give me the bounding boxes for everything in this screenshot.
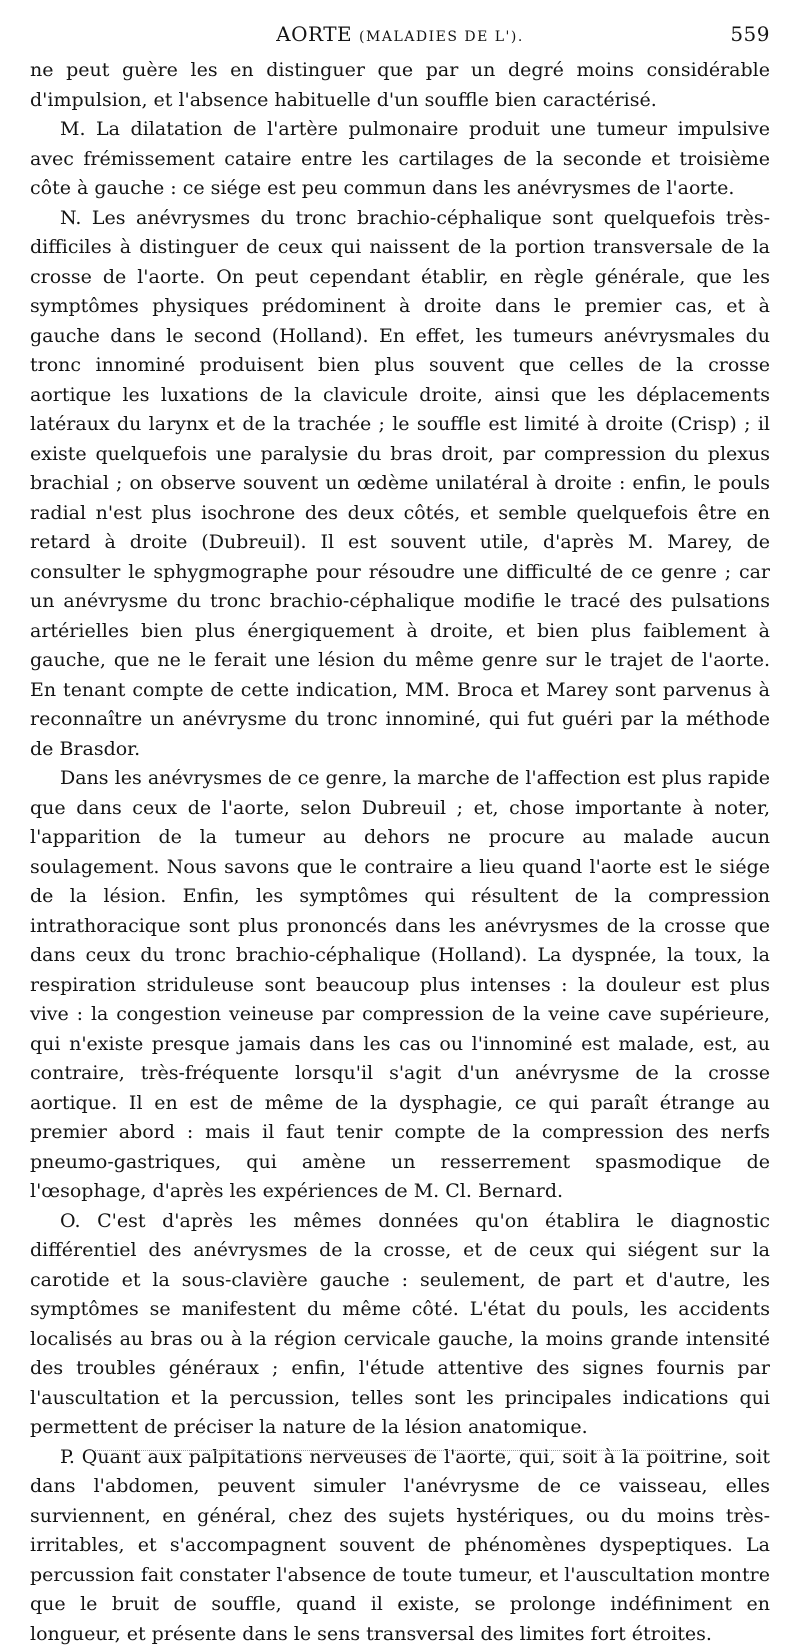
footer-dotted-rule bbox=[90, 1450, 690, 1451]
paragraph-n: N. Les anévrysmes du tronc brachio-céphalique sont quelquefois très-difficiles à distinguer de ceux qui naissent de la portion transversale de la crosse de l'aorte. On peut cependant établir, en règle générale, que les symptômes physiques prédominent à droite dans le premier cas, et à gauche dans le second (Holland). En effet, les tumeurs anévrysmales du tronc innominé produisent bien plus souvent que celles de la crosse aortique les luxations de la clavicule droite, ainsi que les déplacements latéraux du larynx et de la trachée ; le souffle est limité à droite (Crisp) ; il existe quelquefois une paralysie du bras droit, par compression du plexus brachial ; on observe souvent un œdème unilatéral à droite : enfin, le pouls radial n'est plus isochrone des deux côtés, et semble quelquefois être en retard à droite (Dubreuil). Il est souvent utile, d'après M. Marey, de consulter le sphygmographe pour résoudre une difficulté de ce genre ; car un anévrysme du tronc brachio-céphalique modifie le tracé des pulsations artérielles bien plus énergiquement à droite, et bien plus faiblement à gauche, que ne le ferait une lésion du même genre sur le trajet de l'aorte. En tenant compte de cette indication, MM. Broca et Marey sont parvenus à reconnaître un anévrysme du tronc innominé, qui fut guéri par la méthode de Brasdor. bbox=[30, 204, 770, 765]
paragraph-o: O. C'est d'après les mêmes données qu'on établira le diagnostic différentiel des anévrysmes de la crosse, et de ceux qui siégent sur la carotide et la sous-clavière gauche : seulement, de part et d'autre, les symptômes se manifestent du même côté. L'état du pouls, les accidents localisés au bras ou à la région cervicale gauche, la moins grande intensité des troubles généraux ; enfin, l'étude attentive des signes fournis par l'auscultation et la percussion, telles sont les principales indications qui permettent de préciser la nature de la lésion anatomique. bbox=[30, 1207, 770, 1443]
paragraph-n-continued: Dans les anévrysmes de ce genre, la marche de l'affection est plus rapide que dans ceux de l'aorte, selon Dubreuil ; et, chose importante à noter, l'apparition de la tumeur au dehors ne procure au malade aucun soulagement. Nous savons que le contraire a lieu quand l'aorte est le siége de la lésion. Enfin, les symptômes qui résultent de la compression intrathoracique sont plus prononcés dans les anévrysmes de la crosse que dans ceux du tronc brachio-céphalique (Holland). La dyspnée, la toux, la respiration striduleuse sont beaucoup plus intenses : la douleur est plus vive : la congestion veineuse par compression de la veine cave supérieure, qui n'existe presque jamais dans les cas ou l'innominé est malade, est, au contraire, très-fréquente lorsqu'il s'agit d'un anévrysme de la crosse aortique. Il en est de même de la dysphagie, ce qui paraît étrange au premier abord : mais il faut tenir compte de la compression des nerfs pneumo-gastriques, qui amène un resserrement spasmodique de l'œsophage, d'après les expériences de M. Cl. Bernard. bbox=[30, 764, 770, 1207]
running-title-main: AORTE bbox=[276, 22, 352, 46]
book-page bbox=[30, 22, 770, 1649]
paragraph-m: M. La dilatation de l'artère pulmonaire produit une tumeur impulsive avec frémissement cataire entre les cartilages de la seconde et troisième côte à gauche : ce siége est peu commun dans les anévrysmes de l'aorte. bbox=[30, 115, 770, 204]
paragraph-p: P. Quant aux palpitations nerveuses de l'aorte, qui, soit à la poitrine, soit dans l'abdomen, peuvent simuler l'anévrysme de ce vaisseau, elles surviennent, en général, chez des sujets hystériques, ou du moins très-irritables, et s'accompagnent souvent de phénomènes dyspeptiques. La percussion fait constater l'absence de toute tumeur, et l'auscultation montre que le bruit de souffle, quand il existe, se prolonge indéfiniment en longueur, et présente dans le sens transversal des limites fort étroites. bbox=[30, 1443, 770, 1649]
paragraph-continuation: ne peut guère les en distinguer que par un degré moins considérable d'impulsion, et l'absence habituelle d'un souffle bien caractérisé. bbox=[30, 56, 770, 115]
running-title-sub: (MALADIES DE L'). bbox=[359, 29, 524, 45]
running-title bbox=[30, 22, 770, 46]
body-text bbox=[30, 56, 770, 1649]
page-number: 559 bbox=[730, 22, 770, 46]
running-head bbox=[30, 22, 770, 56]
